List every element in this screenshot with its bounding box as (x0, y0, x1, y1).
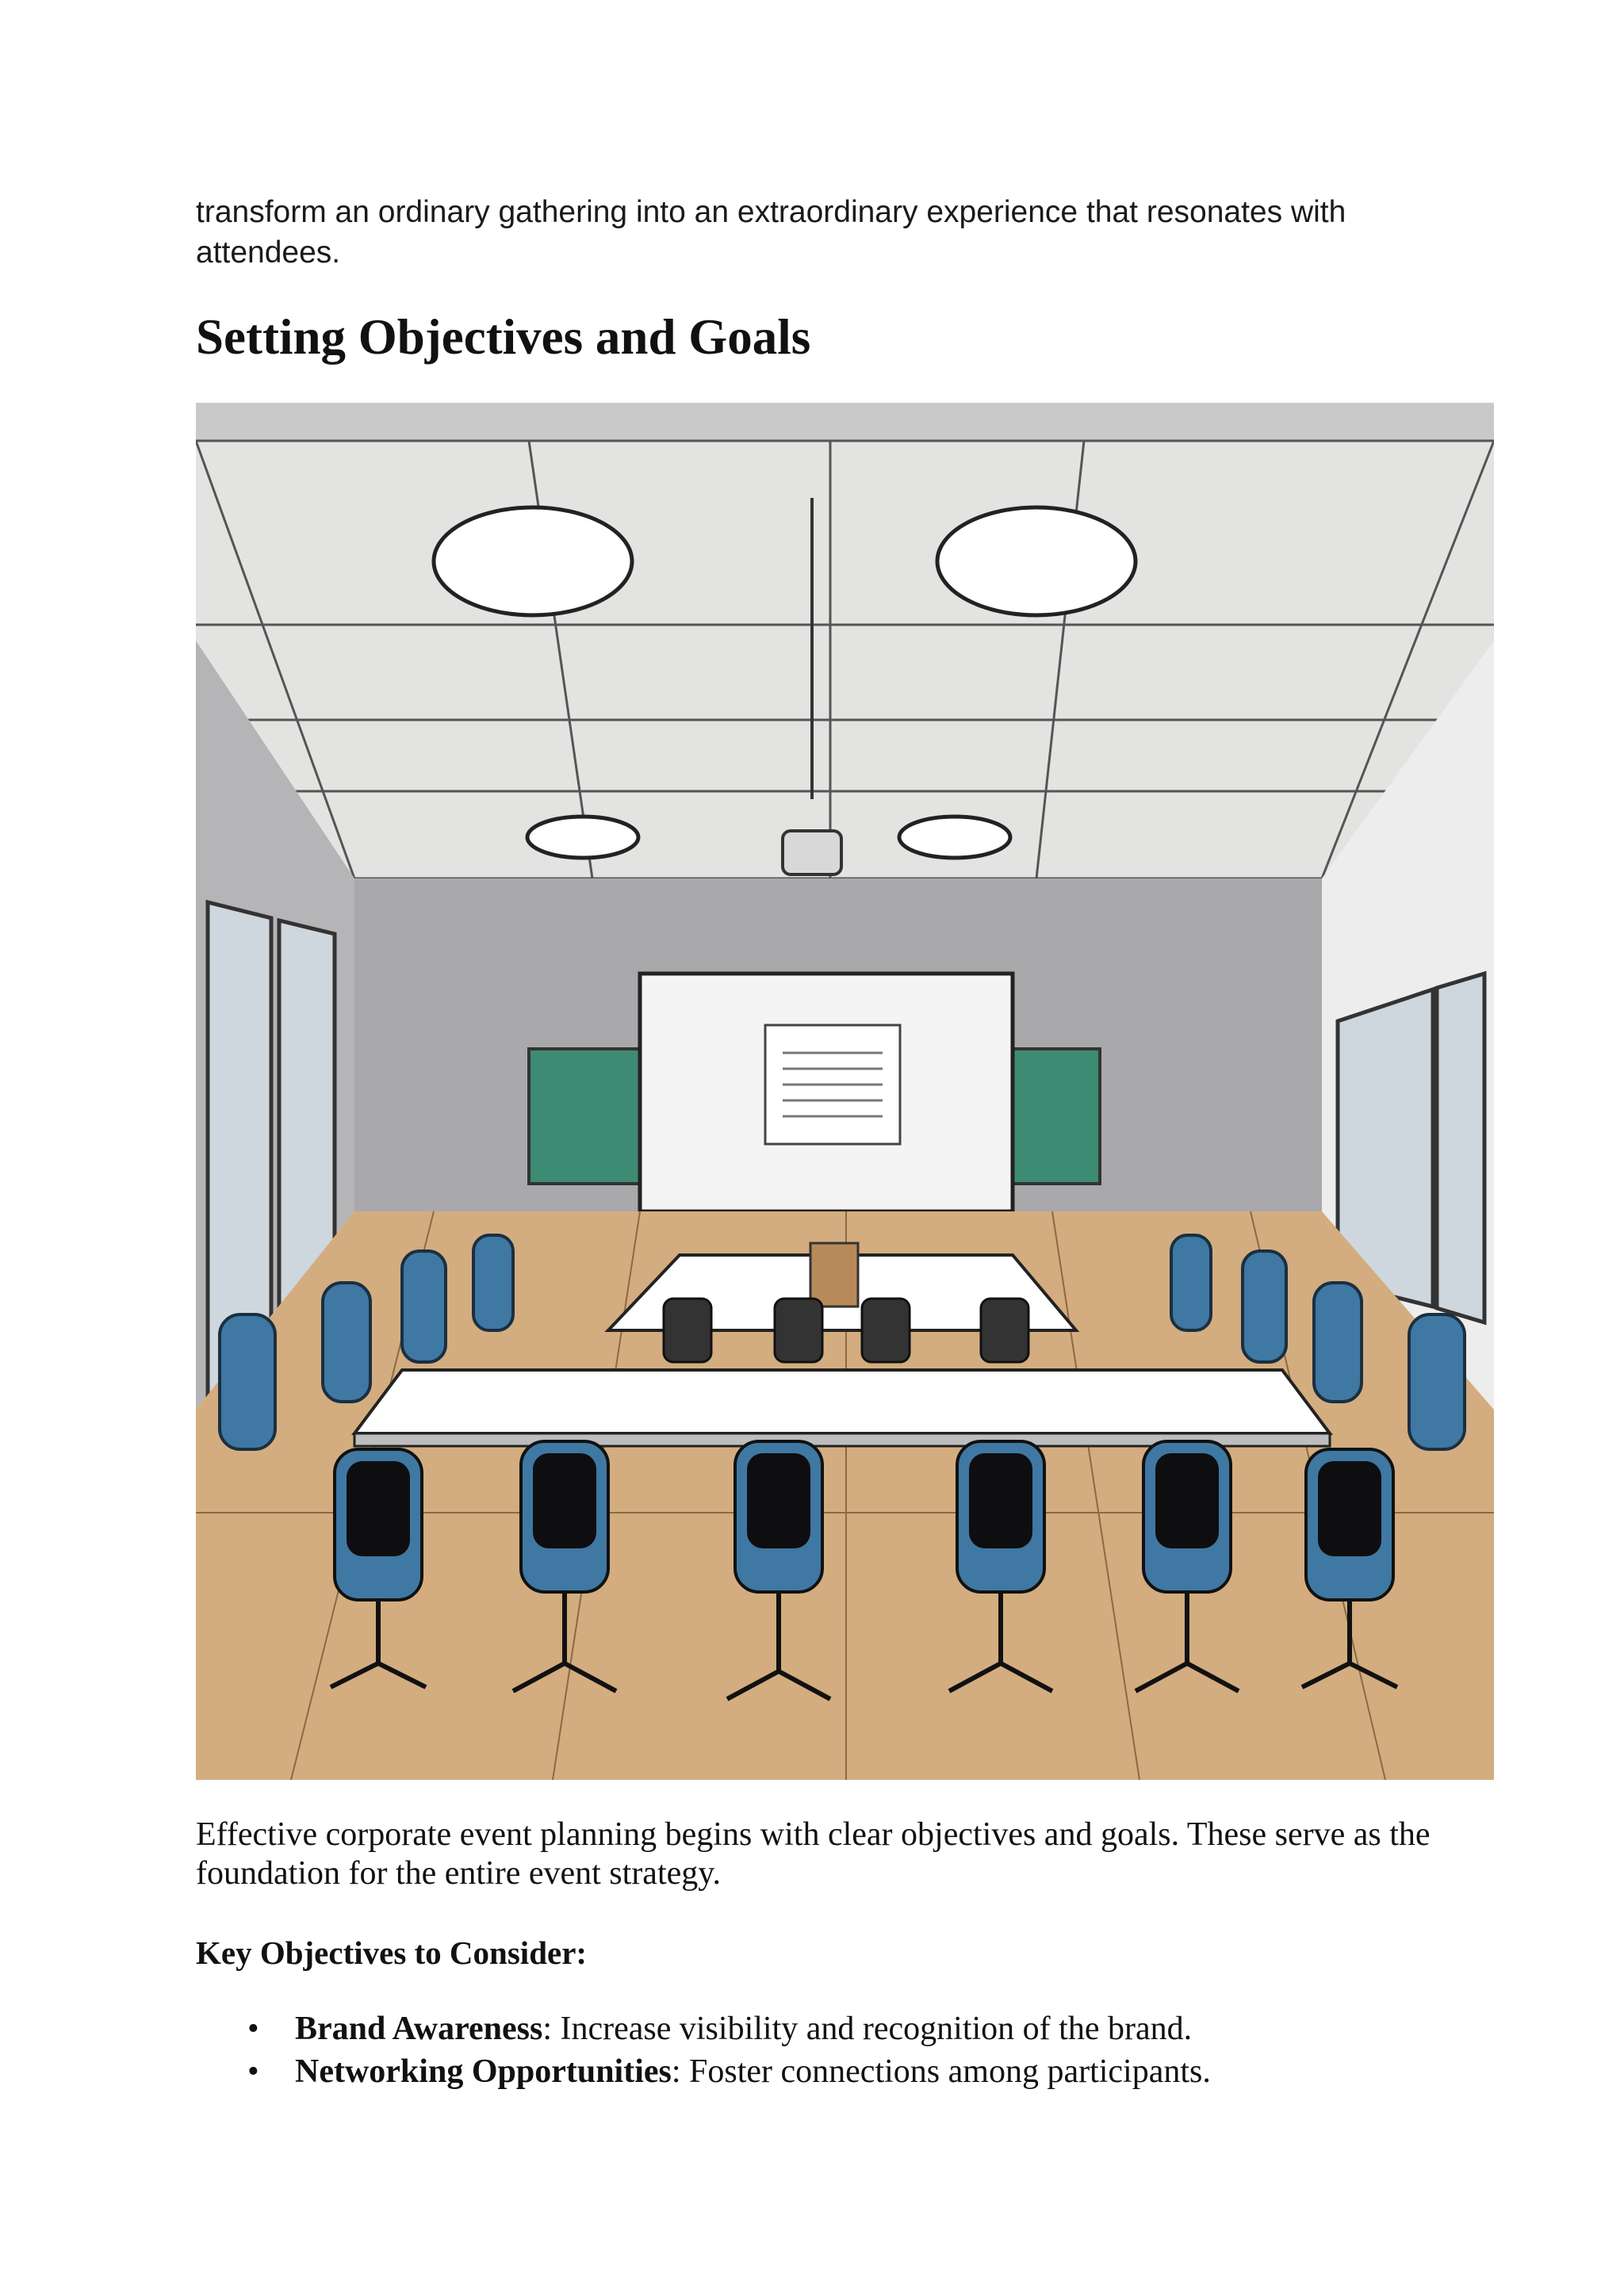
objective-description: : Foster connections among participants. (671, 2053, 1211, 2090)
objectives-list (196, 2007, 1544, 2093)
intro-paragraph: transform an ordinary gathering into an extraordinary experience that resonates with attendees. (196, 195, 1346, 270)
conference-room-illustration (196, 403, 1494, 1780)
section-heading: Setting Objectives and Goals (196, 309, 811, 365)
list-item (196, 2050, 1544, 2093)
bullet-icon: • (247, 2011, 259, 2047)
objective-description: : Increase visibility and recognition of the brand. (542, 2011, 1193, 2047)
bullet-icon: • (247, 2053, 259, 2090)
objective-term: Brand Awareness (295, 2011, 543, 2047)
objective-term: Networking Opportunities (295, 2053, 672, 2090)
body-paragraph: Effective corporate event planning begins with clear objectives and goals. These serve as the foundation for the entire event strategy. (196, 1816, 1431, 1892)
list-item (196, 2007, 1544, 2050)
key-objectives-heading: Key Objectives to Consider: (196, 1934, 588, 1971)
